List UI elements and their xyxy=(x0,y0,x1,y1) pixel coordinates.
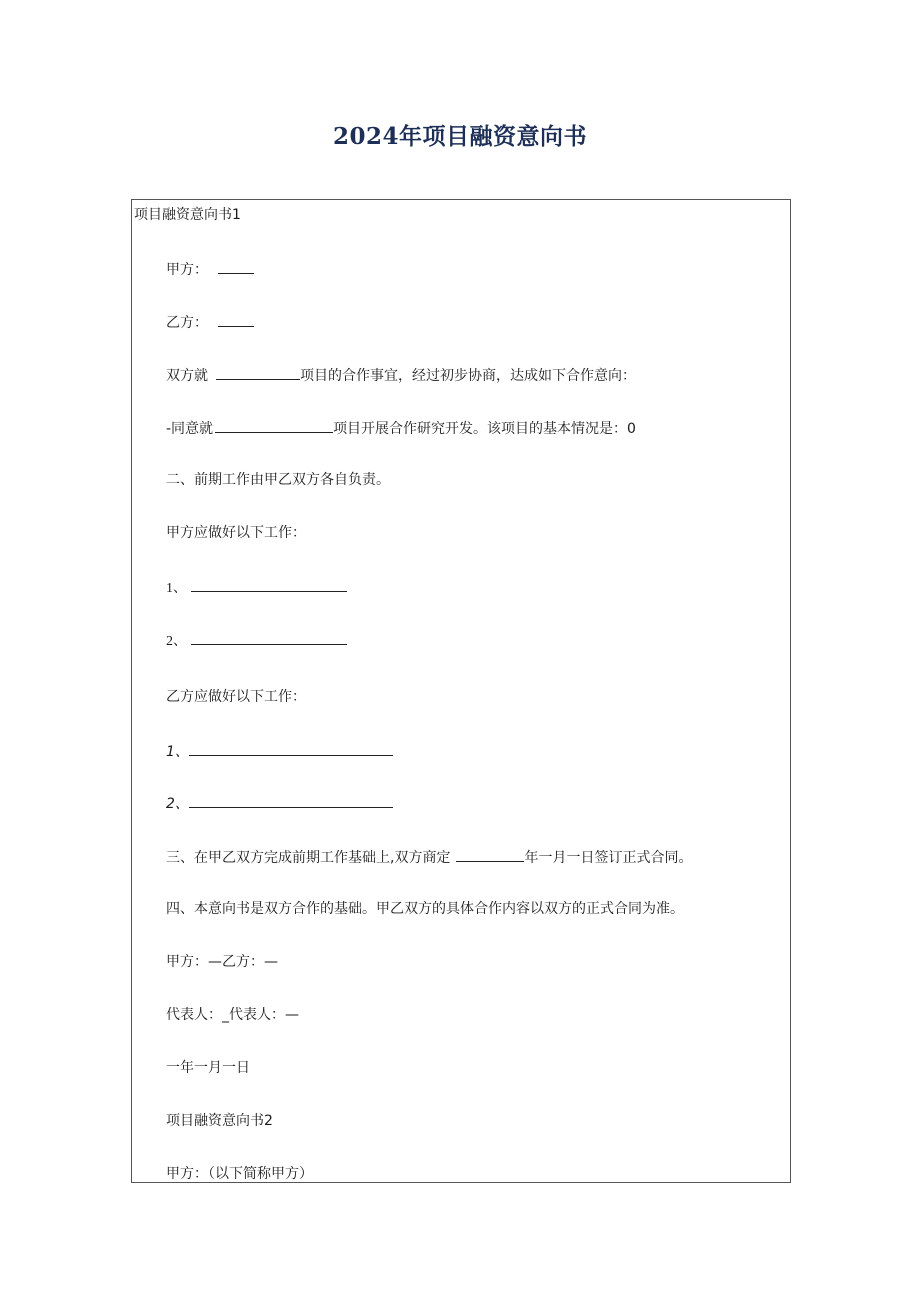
item1-prefix: -同意就 xyxy=(166,421,214,437)
party-b-label: 乙方： xyxy=(166,315,208,331)
party-a-work-item-1 xyxy=(166,577,347,598)
intro-project-blank xyxy=(216,365,300,380)
intro-suffix: 项目的合作事宜，经过初步协商，达成如下合作意向： xyxy=(300,368,636,384)
item2-line: 二、前期工作由甲乙双方各自负责。 xyxy=(166,472,390,488)
item3-line xyxy=(166,847,692,867)
party-b-work-item-2 xyxy=(166,793,393,813)
party-b-blank xyxy=(218,312,254,327)
party-a-work-heading: 甲方应做好以下工作： xyxy=(166,525,306,541)
intro-line xyxy=(166,365,636,385)
section1-heading: 项目融资意向书1 xyxy=(134,207,241,223)
party-a-work-item-1-number: 1、 xyxy=(166,581,187,596)
party-b-work-item-1 xyxy=(166,741,393,761)
item3-suffix: 年一月一日签订正式合同。 xyxy=(524,850,693,866)
party-a-work-item-2 xyxy=(166,630,347,651)
signature-date: 一年一月一日 xyxy=(166,1060,250,1076)
section2-heading: 项目融资意向书2 xyxy=(166,1113,273,1129)
intro-prefix: 双方就 xyxy=(166,368,208,384)
signature-representatives: 代表人：_代表人：— xyxy=(166,1007,299,1023)
party-a-blank xyxy=(218,259,254,274)
section2-party-a-line: 甲方：（以下简称甲方） xyxy=(166,1166,313,1182)
party-b-work-item-1-blank xyxy=(189,741,393,756)
party-b-work-item-2-number: 2、 xyxy=(166,796,189,812)
item1-suffix: 项目开展合作研究开发。该项目的基本情况是：0 xyxy=(333,421,636,437)
party-a-line xyxy=(166,259,254,279)
document-title: 2024年项目融资意向书 xyxy=(332,123,587,150)
party-b-line xyxy=(166,312,254,332)
item1-project-blank xyxy=(215,418,333,433)
signature-parties: 甲方：—乙方：— xyxy=(166,954,278,970)
party-b-work-item-1-number: 1、 xyxy=(166,744,189,760)
party-b-work-item-2-blank xyxy=(189,793,393,808)
party-a-work-item-2-blank xyxy=(191,630,347,645)
item3-year-blank xyxy=(456,847,524,862)
party-a-work-item-2-number: 2、 xyxy=(166,634,187,649)
item3-prefix: 三、在甲乙双方完成前期工作基础上,双方商定 xyxy=(166,850,451,866)
party-b-work-heading: 乙方应做好以下工作： xyxy=(166,689,306,705)
party-a-work-item-1-blank xyxy=(191,577,347,592)
party-a-label: 甲方： xyxy=(166,262,208,278)
item4-line: 四、本意向书是双方合作的基础。甲乙双方的具体合作内容以双方的正式合同为准。 xyxy=(166,901,684,917)
item1-line xyxy=(166,418,636,438)
